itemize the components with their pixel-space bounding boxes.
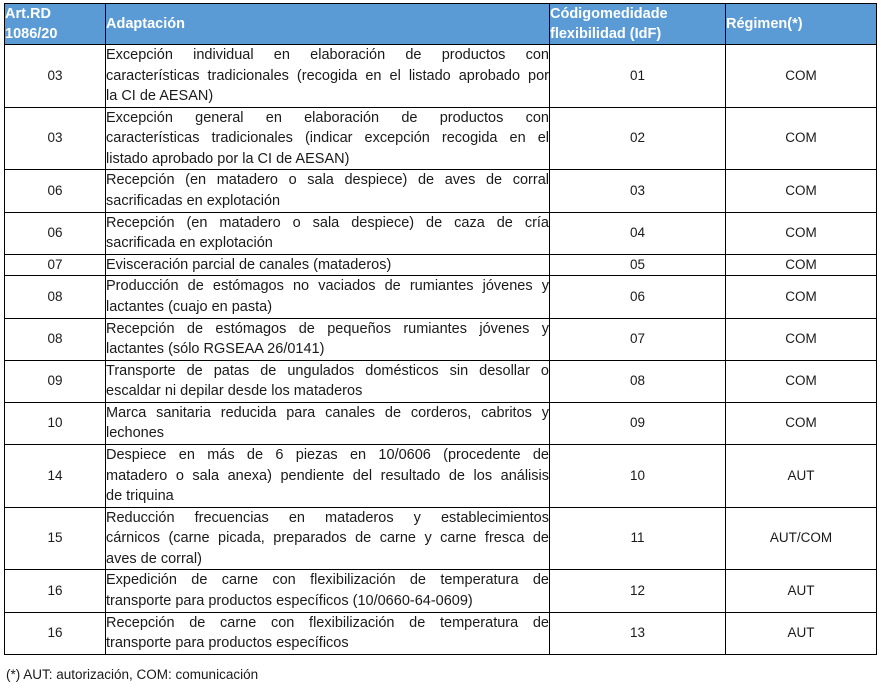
- cell-regimen: AUT: [726, 570, 877, 612]
- table-row: [5, 212, 877, 254]
- cell-adaptacion-line: sacrificada en explotación: [106, 235, 273, 252]
- cell-codigo-idf: 11: [550, 507, 726, 570]
- cell-articulo: 16: [5, 612, 106, 654]
- column-header-regimen: Régimen(*): [726, 4, 877, 45]
- table-row: [5, 402, 877, 444]
- column-header-adaptacion: Adaptación: [106, 4, 550, 45]
- cell-adaptacion-line: transporte para productos específicos (10/0660-64-0609): [106, 593, 473, 610]
- cell-adaptacion-line: Recepción de estómagos de pequeños rumiantes jóvenes y: [106, 320, 549, 337]
- cell-articulo: 08: [5, 276, 106, 318]
- cell-adaptacion-line: Recepción de carne con flexibilización de temperatura de: [106, 614, 549, 631]
- cell-adaptacion-line: Marca sanitaria reducida para canales de corderos, cabritos y: [106, 404, 549, 421]
- column-header-articulo-rd: RD: [29, 6, 51, 22]
- cell-articulo: 03: [5, 45, 106, 108]
- cell-codigo-idf: 02: [550, 107, 726, 170]
- flexibility-measures-table: [4, 3, 877, 655]
- table-row: [5, 507, 877, 570]
- cell-adaptacion-line: lechones: [106, 425, 165, 442]
- cell-articulo: 10: [5, 402, 106, 444]
- cell-codigo-idf: 08: [550, 360, 726, 402]
- cell-regimen: COM: [726, 276, 877, 318]
- cell-codigo-idf: 07: [550, 318, 726, 360]
- column-header-articulo-line2: 1086/20: [5, 26, 58, 42]
- column-header-codigo-idf: [550, 4, 726, 45]
- cell-adaptacion-line: Recepción (en matadero o sala despiece) de caza de cría: [106, 214, 549, 231]
- column-header-articulo-line1: [5, 4, 95, 24]
- cell-codigo-idf: 12: [550, 570, 726, 612]
- cell-adaptacion-line: listado aprobado por la CI de AESAN): [106, 150, 350, 167]
- cell-adaptacion: [106, 570, 550, 612]
- cell-adaptacion-line: Recepción (en matadero o sala despiece) de aves de corral: [106, 172, 549, 189]
- cell-articulo: 14: [5, 444, 106, 507]
- cell-adaptacion-line: lactantes (sólo RGSEAA 26/0141): [106, 341, 325, 358]
- cell-adaptacion-line: Producción de estómagos no vaciados de rumiantes jóvenes y: [106, 278, 549, 295]
- cell-adaptacion: [106, 402, 550, 444]
- column-header-medida: medida: [599, 6, 651, 22]
- cell-regimen: AUT: [726, 612, 877, 654]
- column-header-codigo-idf-line2: flexibilidad (IdF): [550, 26, 662, 42]
- cell-articulo: 06: [5, 212, 106, 254]
- cell-adaptacion: [106, 612, 550, 654]
- cell-adaptacion: [106, 318, 550, 360]
- flexibility-measures-table-container: [4, 3, 876, 655]
- cell-codigo-idf: 05: [550, 254, 726, 276]
- column-header-de: de: [650, 6, 668, 22]
- cell-adaptacion-line: de triquina: [106, 488, 174, 505]
- cell-adaptacion: [106, 360, 550, 402]
- column-header-codigo: Código: [550, 6, 600, 22]
- cell-codigo-idf: 01: [550, 45, 726, 108]
- table-header: [5, 4, 877, 45]
- cell-adaptacion: [106, 507, 550, 570]
- cell-articulo: 15: [5, 507, 106, 570]
- cell-adaptacion-line: Expedición de carne con flexibilización de temperatura de: [106, 572, 549, 589]
- cell-regimen: COM: [726, 402, 877, 444]
- column-header-articulo: [5, 4, 106, 45]
- cell-codigo-idf: 03: [550, 170, 726, 212]
- cell-adaptacion-line: Despiece en más de 6 piezas en 10/0606 (procedente de: [106, 446, 549, 463]
- cell-adaptacion-line: cárnicos (carne picada, preparados de carne y carne fresca de: [106, 530, 549, 547]
- cell-regimen: AUT: [726, 444, 877, 507]
- table-body: [5, 45, 877, 655]
- cell-articulo: 06: [5, 170, 106, 212]
- table-row: [5, 318, 877, 360]
- table-row: [5, 276, 877, 318]
- cell-articulo: 16: [5, 570, 106, 612]
- cell-adaptacion: [106, 254, 550, 276]
- table-row: [5, 360, 877, 402]
- cell-adaptacion-line: la CI de AESAN): [106, 88, 214, 105]
- cell-adaptacion-line: características tradicionales (recogida en el listado aprobado por: [106, 67, 549, 84]
- cell-adaptacion: [106, 170, 550, 212]
- cell-adaptacion-line: sacrificadas en explotación: [106, 193, 281, 210]
- cell-codigo-idf: 09: [550, 402, 726, 444]
- cell-adaptacion-line: Excepción general en elaboración de productos con: [106, 109, 549, 126]
- cell-codigo-idf: 04: [550, 212, 726, 254]
- cell-adaptacion: [106, 444, 550, 507]
- cell-adaptacion-line: transporte para productos específicos: [106, 635, 349, 652]
- cell-codigo-idf: 06: [550, 276, 726, 318]
- cell-articulo: 09: [5, 360, 106, 402]
- cell-articulo: 07: [5, 254, 106, 276]
- table-row: [5, 570, 877, 612]
- cell-regimen: COM: [726, 360, 877, 402]
- table-row: [5, 45, 877, 108]
- table-row: [5, 444, 877, 507]
- table-row: [5, 612, 877, 654]
- table-footnote: (*) AUT: autorización, COM: comunicación: [6, 667, 259, 682]
- cell-adaptacion-line: lactantes (cuajo en pasta): [106, 298, 273, 315]
- cell-articulo: 03: [5, 107, 106, 170]
- cell-regimen: COM: [726, 107, 877, 170]
- cell-adaptacion-line: Excepción individual en elaboración de productos con: [106, 47, 549, 63]
- cell-adaptacion-line: características tradicionales (indicar excepción recogida en el: [106, 130, 549, 147]
- cell-adaptacion: [106, 276, 550, 318]
- cell-adaptacion-line: matadero o sala anexa) pendiente del resultado de los análisis: [106, 467, 549, 484]
- table-header-row: [5, 4, 877, 45]
- cell-codigo-idf: 13: [550, 612, 726, 654]
- cell-adaptacion-line: Reducción frecuencias en mataderos y establecimientos: [106, 509, 549, 526]
- cell-adaptacion-line: escaldar ni depilar desde los mataderos: [106, 383, 363, 400]
- cell-regimen: COM: [726, 212, 877, 254]
- cell-regimen: COM: [726, 254, 877, 276]
- cell-adaptacion: [106, 45, 550, 108]
- cell-regimen: AUT/COM: [726, 507, 877, 570]
- cell-adaptacion-line: Evisceración parcial de canales (mataderos): [106, 256, 392, 273]
- cell-articulo: 08: [5, 318, 106, 360]
- column-header-codigo-idf-line1: [550, 4, 715, 24]
- cell-adaptacion-line: aves de corral): [106, 550, 202, 567]
- column-header-articulo-art: Art.: [5, 6, 30, 22]
- cell-regimen: COM: [726, 45, 877, 108]
- table-row: [5, 170, 877, 212]
- cell-codigo-idf: 10: [550, 444, 726, 507]
- cell-adaptacion-line: Transporte de patas de ungulados domésticos sin desollar o: [106, 362, 549, 379]
- cell-adaptacion: [106, 212, 550, 254]
- cell-regimen: COM: [726, 318, 877, 360]
- table-row: [5, 254, 877, 276]
- cell-adaptacion: [106, 107, 550, 170]
- table-row: [5, 107, 877, 170]
- cell-regimen: COM: [726, 170, 877, 212]
